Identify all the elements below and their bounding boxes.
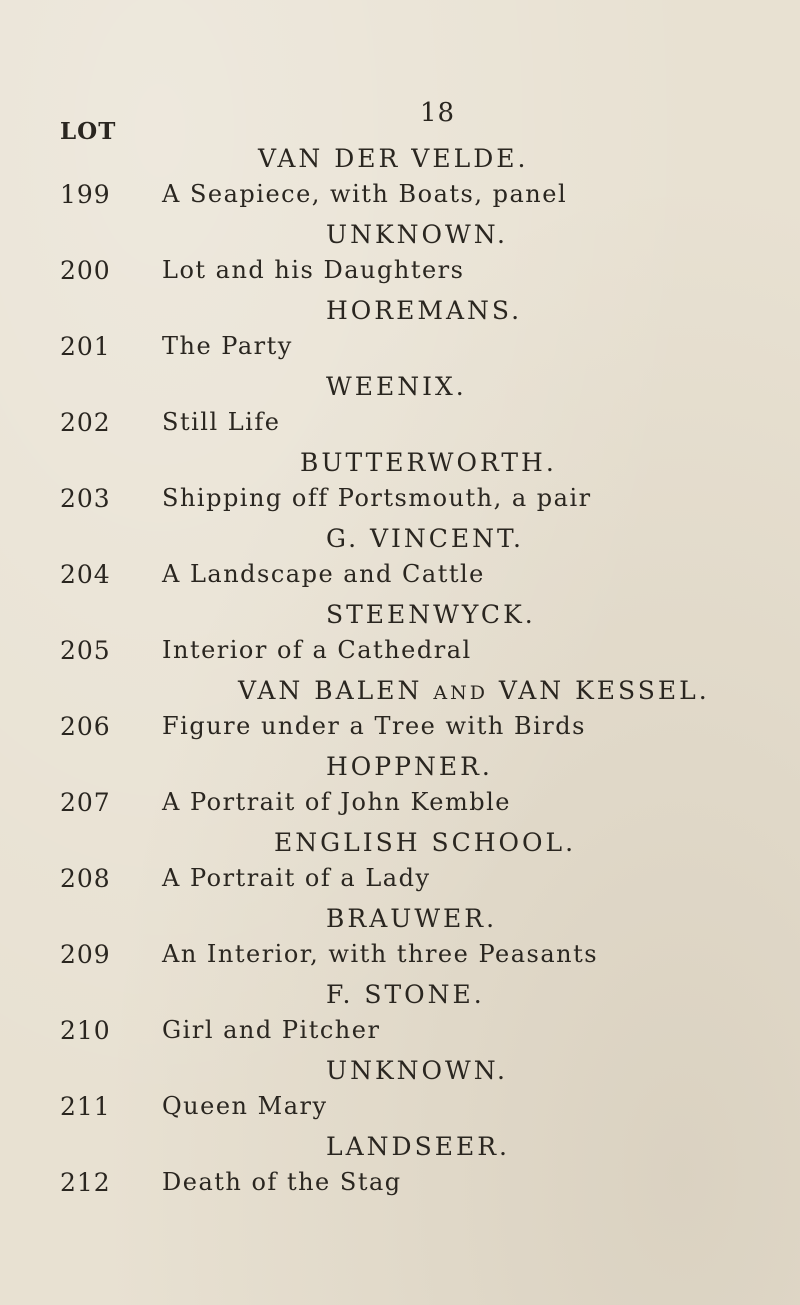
artist-name: BRAUWER. <box>326 904 498 933</box>
lot-number: 201 <box>60 332 111 361</box>
lot-number: 202 <box>60 408 111 437</box>
lot-title: A Seapiece, with Boats, panel <box>162 180 568 208</box>
lot-title: Queen Mary <box>162 1092 328 1120</box>
lot-number: 211 <box>60 1092 111 1121</box>
lot-title: An Interior, with three Peasants <box>162 940 599 968</box>
page-number: 18 <box>420 98 456 128</box>
artist-name: HOREMANS. <box>326 296 523 325</box>
lot-number: 200 <box>60 256 111 285</box>
lot-title: A Portrait of John Kemble <box>162 788 511 816</box>
artist-name: BUTTERWORTH. <box>300 448 557 477</box>
lot-number: 203 <box>60 484 111 513</box>
artist-name-part: VAN BALEN <box>238 676 434 705</box>
lot-number: 205 <box>60 636 111 665</box>
artist-name: HOPPNER. <box>326 752 493 781</box>
artist-name: UNKNOWN. <box>326 220 508 249</box>
artist-name: LANDSEER. <box>326 1132 510 1161</box>
artist-name: G. VINCENT. <box>326 524 524 553</box>
lot-number: 206 <box>60 712 111 741</box>
lot-entry <box>0 1132 800 1222</box>
artist-name-part: VAN KESSEL. <box>487 676 710 705</box>
artist-name-and: AND <box>433 682 488 704</box>
lot-number: 199 <box>60 180 111 209</box>
lot-title: Death of the Stag <box>162 1168 402 1196</box>
lot-title: Interior of a Cathedral <box>162 636 472 664</box>
artist-name: F. STONE. <box>326 980 485 1009</box>
lot-title: The Party <box>162 332 293 360</box>
artist-name: ENGLISH SCHOOL. <box>274 828 577 857</box>
lot-title: Still Life <box>162 408 281 436</box>
artist-name: UNKNOWN. <box>326 1056 508 1085</box>
lot-title: A Portrait of a Lady <box>162 864 431 892</box>
lot-title: Lot and his Daughters <box>162 256 465 284</box>
lot-number: 212 <box>60 1168 111 1197</box>
lot-title: Figure under a Tree with Birds <box>162 712 586 740</box>
lot-number: 207 <box>60 788 111 817</box>
lot-number: 208 <box>60 864 111 893</box>
artist-name: STEENWYCK. <box>326 600 536 629</box>
lot-title: Girl and Pitcher <box>162 1016 381 1044</box>
lot-number: 209 <box>60 940 111 969</box>
artist-name: VAN DER VELDE. <box>258 144 529 173</box>
lot-title: Shipping off Portsmouth, a pair <box>162 484 592 512</box>
lot-column-header: LOT <box>60 118 117 145</box>
lot-title: A Landscape and Cattle <box>162 560 485 588</box>
lot-number: 204 <box>60 560 111 589</box>
lot-number: 210 <box>60 1016 111 1045</box>
artist-name: WEENIX. <box>326 372 467 401</box>
artist-name <box>238 676 710 705</box>
